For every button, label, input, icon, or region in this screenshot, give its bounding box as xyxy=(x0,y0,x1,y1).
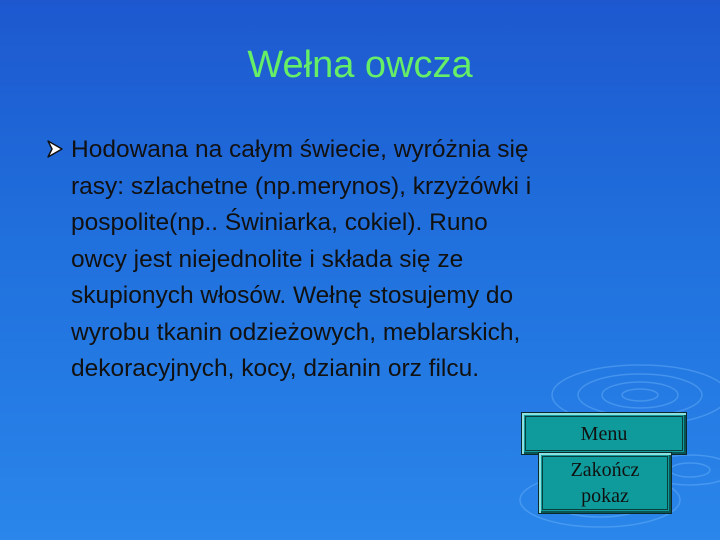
bullet-line: owcy jest niejednolite i składa się ze xyxy=(71,245,464,273)
bullet-line: wyrobu tkanin odzieżowych, meblarskich, xyxy=(71,318,521,346)
end-show-label-line1: Zakończ xyxy=(570,459,640,481)
bullet-line: rasy: szlachetne (np.merynos), krzyżówki i xyxy=(71,172,532,200)
end-show-button-label xyxy=(539,457,671,509)
menu-button[interactable] xyxy=(521,412,687,455)
bullet-line: skupionych włosów. Wełnę stosujemy do xyxy=(71,282,514,309)
bullet-text xyxy=(71,132,691,388)
bullet-line: dekoracyjnych, kocy, dzianin orz filcu. xyxy=(71,355,480,382)
bullet-line: Hodowana na całym świecie, wyróżnia się xyxy=(71,136,529,163)
end-show-button[interactable] xyxy=(538,452,672,514)
end-show-label-line2: pokaz xyxy=(581,485,629,507)
arrow-bullet-icon xyxy=(44,138,66,160)
menu-button-label: Menu xyxy=(580,423,628,445)
slide-title: Wełna owcza xyxy=(247,44,473,86)
bullet-line: pospolite(np.. Świniarka, cokiel). Runo xyxy=(71,209,488,236)
